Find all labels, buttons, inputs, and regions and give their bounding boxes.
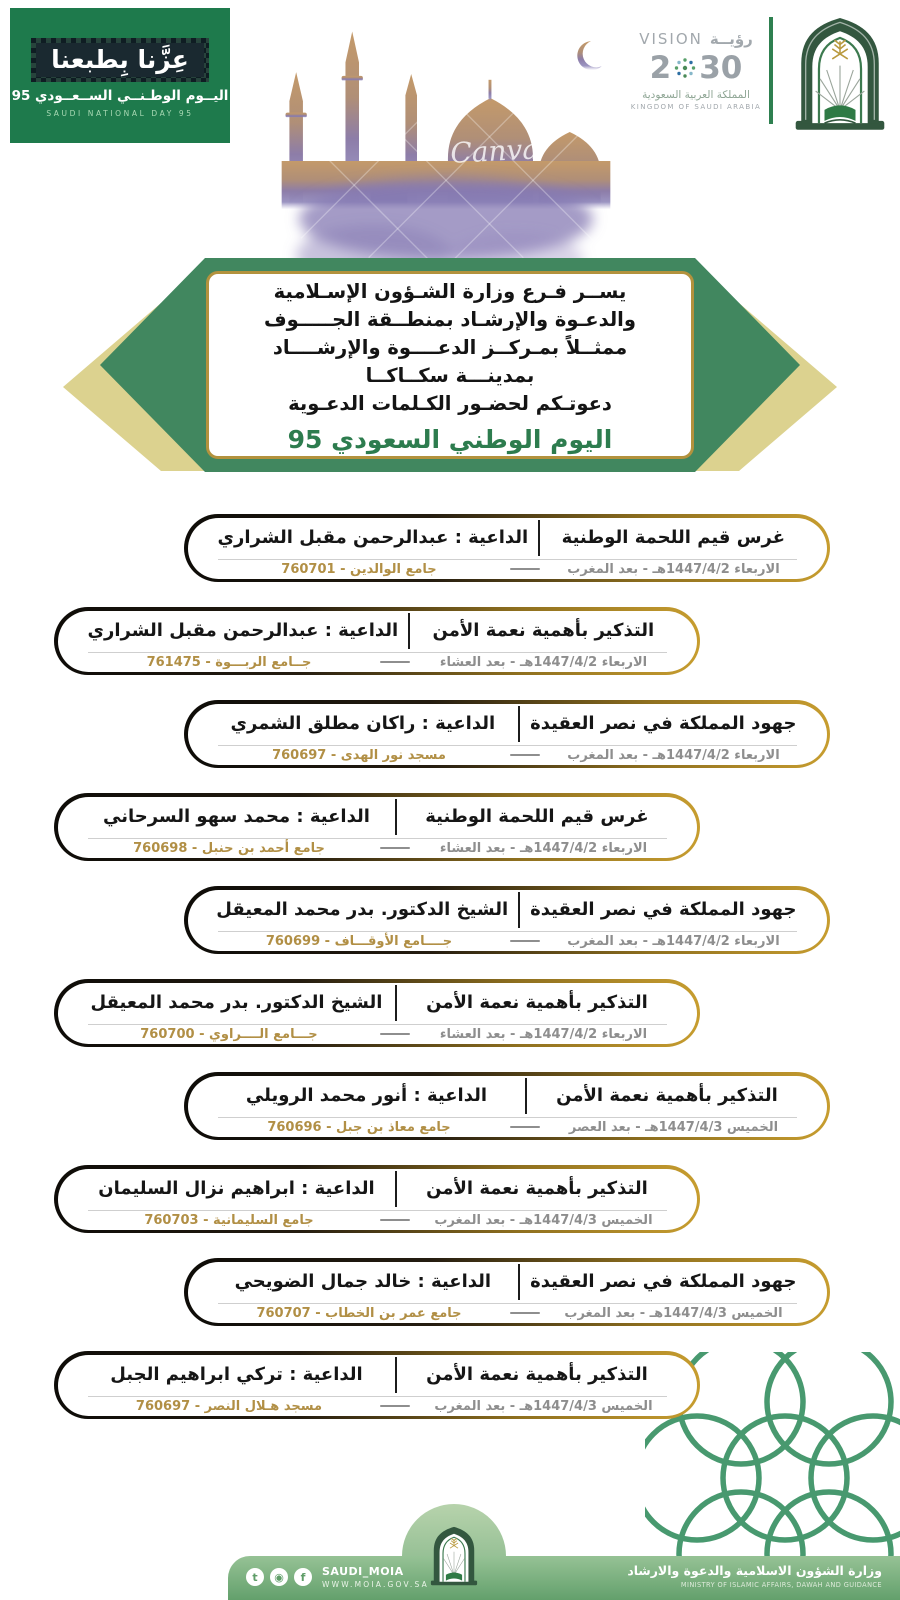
event-card: [184, 1072, 830, 1140]
announcement-line: ممثــلاً بمـركــز الدعــــوة والإرشــــاد: [272, 336, 628, 359]
event-title: جهود المملكة في نصر العقيدة: [530, 899, 797, 920]
national-day-banner: [31, 38, 209, 82]
dash-separator: [380, 1219, 410, 1222]
header-divider: [769, 17, 773, 124]
card-divider: [408, 613, 410, 649]
event-card: [54, 1165, 700, 1233]
event-card: [184, 514, 830, 582]
dash-separator: [380, 661, 410, 664]
dash-separator: [510, 1312, 540, 1315]
card-divider: [395, 985, 397, 1021]
footer-social-handle: SAUDI_MOIA: [322, 1565, 404, 1578]
dash-separator: [380, 1405, 410, 1408]
event-datetime: الاربعاء 1447/4/2هـ - بعد العشاء: [439, 840, 648, 856]
event-datetime: الاربعاء 1447/4/2هـ - بعد المغرب: [567, 561, 780, 577]
footer-ministry-name-en: MINISTRY OF ISLAMIC AFFAIRS, DAWAH AND GUIDANCE: [680, 1581, 882, 1589]
announcement-line: والدعـوة والإرشـاد بمنطــقة الجـــــوف: [263, 308, 636, 331]
dash-separator: [510, 754, 540, 757]
event-mosque: جامع عمر بن الخطاب - 760707: [256, 1305, 462, 1321]
event-title: التذكير بأهمية نعمة الأمن: [426, 1364, 648, 1385]
event-title: التذكير بأهمية نعمة الأمن: [426, 992, 648, 1013]
event-title: جهود المملكة في نصر العقيدة: [530, 1271, 797, 1292]
event-datetime: الاربعاء 1447/4/2هـ - بعد المغرب: [567, 933, 780, 949]
event-speaker: الداعية : تركي ابراهيم الجبل: [110, 1364, 363, 1385]
announcement-line: بمدينـــة سكــاكــا: [365, 364, 535, 387]
card-divider: [538, 520, 540, 556]
event-speaker: الداعية : محمد سهو السرحاني: [103, 806, 370, 827]
event-mosque: جامع السليمانية - 760703: [144, 1212, 314, 1228]
event-datetime: الخميس 1447/4/3هـ - بعد المغرب: [434, 1398, 653, 1414]
event-title: التذكير بأهمية نعمة الأمن: [556, 1085, 778, 1106]
card-divider: [395, 1171, 397, 1207]
event-speaker: الداعية : عبدالرحمن مقبل الشراري: [217, 527, 529, 548]
event-mosque: جــــامع الأوقـــاف - 760699: [265, 933, 453, 949]
national-day-subtitle: SAUDI NATIONAL DAY 95: [46, 109, 194, 118]
event-card: [54, 793, 700, 861]
event-speaker: الداعية : ابراهيم نزال السليمان: [98, 1178, 375, 1199]
event-mosque: جامع أحمد بن حنبل - 760698: [133, 840, 325, 856]
event-card: [184, 886, 830, 954]
ministry-logo-icon: [790, 8, 890, 132]
event-speaker: الداعية : أنور محمد الرويلي: [245, 1085, 488, 1106]
event-datetime: الاربعاء 1447/4/2هـ - بعد المغرب: [567, 747, 780, 763]
facebook-icon: f: [294, 1568, 312, 1586]
announcement-box: [206, 271, 694, 459]
event-mosque: جــامع الربـــوة - 761475: [146, 654, 312, 670]
event-title: التذكير بأهمية نعمة الأمن: [426, 1178, 648, 1199]
event-datetime: الخميس 1447/4/3هـ - بعد العصر: [568, 1119, 779, 1135]
event-mosque: مسجد نور الهدى - 760697: [272, 747, 446, 763]
canva-watermark: Canva: [449, 132, 540, 170]
vision-year-right: 30: [699, 50, 743, 86]
event-card: [54, 607, 700, 675]
card-divider: [518, 1264, 520, 1300]
event-mosque: جامع الوالدين - 760701: [281, 561, 437, 577]
national-day-title: اليــوم الوطـنــي الســعــودي 95: [11, 88, 229, 104]
card-divider: [395, 799, 397, 835]
vision-en-text: VISION: [639, 30, 703, 48]
event-speaker: الداعية : عبدالرحمن مقبل الشراري: [87, 620, 399, 641]
event-card: [54, 979, 700, 1047]
event-mosque: مسجد هـلال النصر - 760697: [135, 1398, 323, 1414]
footer-ministry-block: [627, 1563, 882, 1589]
card-divider: [395, 1357, 397, 1393]
dash-separator: [380, 847, 410, 850]
kingdom-ar-text: المملكة العربية السعودية: [642, 89, 750, 101]
event-card: [184, 700, 830, 768]
ministry-logo-footer-icon: [428, 1516, 480, 1592]
dash-separator: [510, 940, 540, 943]
event-speaker: الشيخ الدكتور. بدر محمد المعيقل: [90, 992, 383, 1013]
footer-website: WWW.MOIA.GOV.SA: [322, 1580, 429, 1589]
event-title: جهود المملكة في نصر العقيدة: [530, 713, 797, 734]
event-datetime: الاربعاء 1447/4/2هـ - بعد العشاء: [439, 654, 648, 670]
instagram-icon: ◉: [270, 1568, 288, 1586]
twitter-icon: t: [246, 1568, 264, 1586]
vision-ar-text: رؤيــة: [709, 30, 753, 48]
card-divider: [525, 1078, 527, 1114]
dash-separator: [510, 568, 540, 571]
event-datetime: الخميس 1447/4/3هـ - بعد المغرب: [434, 1212, 653, 1228]
announcement-highlight: اليوم الوطني السعودي 95: [287, 425, 613, 454]
event-card: [54, 1351, 700, 1419]
vision-year-left: 2: [649, 50, 672, 86]
national-day-logo: [10, 8, 230, 143]
event-datetime: الاربعاء 1447/4/2هـ - بعد العشاء: [439, 1026, 648, 1042]
vision-2030-logo: [626, 30, 766, 111]
footer-social-block: [246, 1565, 429, 1589]
event-title: التذكير بأهمية نعمة الأمن: [432, 620, 655, 641]
vision-palm-emblem-icon: [672, 55, 698, 81]
dash-separator: [510, 1126, 540, 1129]
announcement-line: دعوتـكم لحضـور الكـلمات الدعـوية: [288, 392, 612, 415]
national-day-badge-text: عِزَّنا بِطبعنا: [51, 45, 189, 74]
event-speaker: الشيخ الدكتور. بدر محمد المعيقل: [216, 899, 509, 920]
dash-separator: [380, 1033, 410, 1036]
footer-ministry-name-ar: وزارة الشؤون الاسلامية والدعوة والارشاد: [627, 1563, 882, 1578]
kingdom-en-text: KINGDOM OF SAUDI ARABIA: [630, 103, 762, 111]
event-mosque: جامع معاذ بن جبل - 760696: [267, 1119, 451, 1135]
event-title: غرس قيم اللحمة الوطنية: [561, 527, 786, 548]
card-divider: [518, 706, 520, 742]
announcement-line: يســر فـرع وزارة الشـؤون الإسـلامية: [273, 280, 627, 303]
event-mosque: جـــامع الــــراوي - 760700: [140, 1026, 318, 1042]
event-card: [184, 1258, 830, 1326]
card-divider: [518, 892, 520, 928]
event-speaker: الداعية : خالد جمال الضويحي: [234, 1271, 492, 1292]
event-datetime: الخميس 1447/4/3هـ - بعد المغرب: [564, 1305, 783, 1321]
event-speaker: الداعية : راكان مطلق الشمري: [230, 713, 496, 734]
event-title: غرس قيم اللحمة الوطنية: [425, 806, 649, 827]
